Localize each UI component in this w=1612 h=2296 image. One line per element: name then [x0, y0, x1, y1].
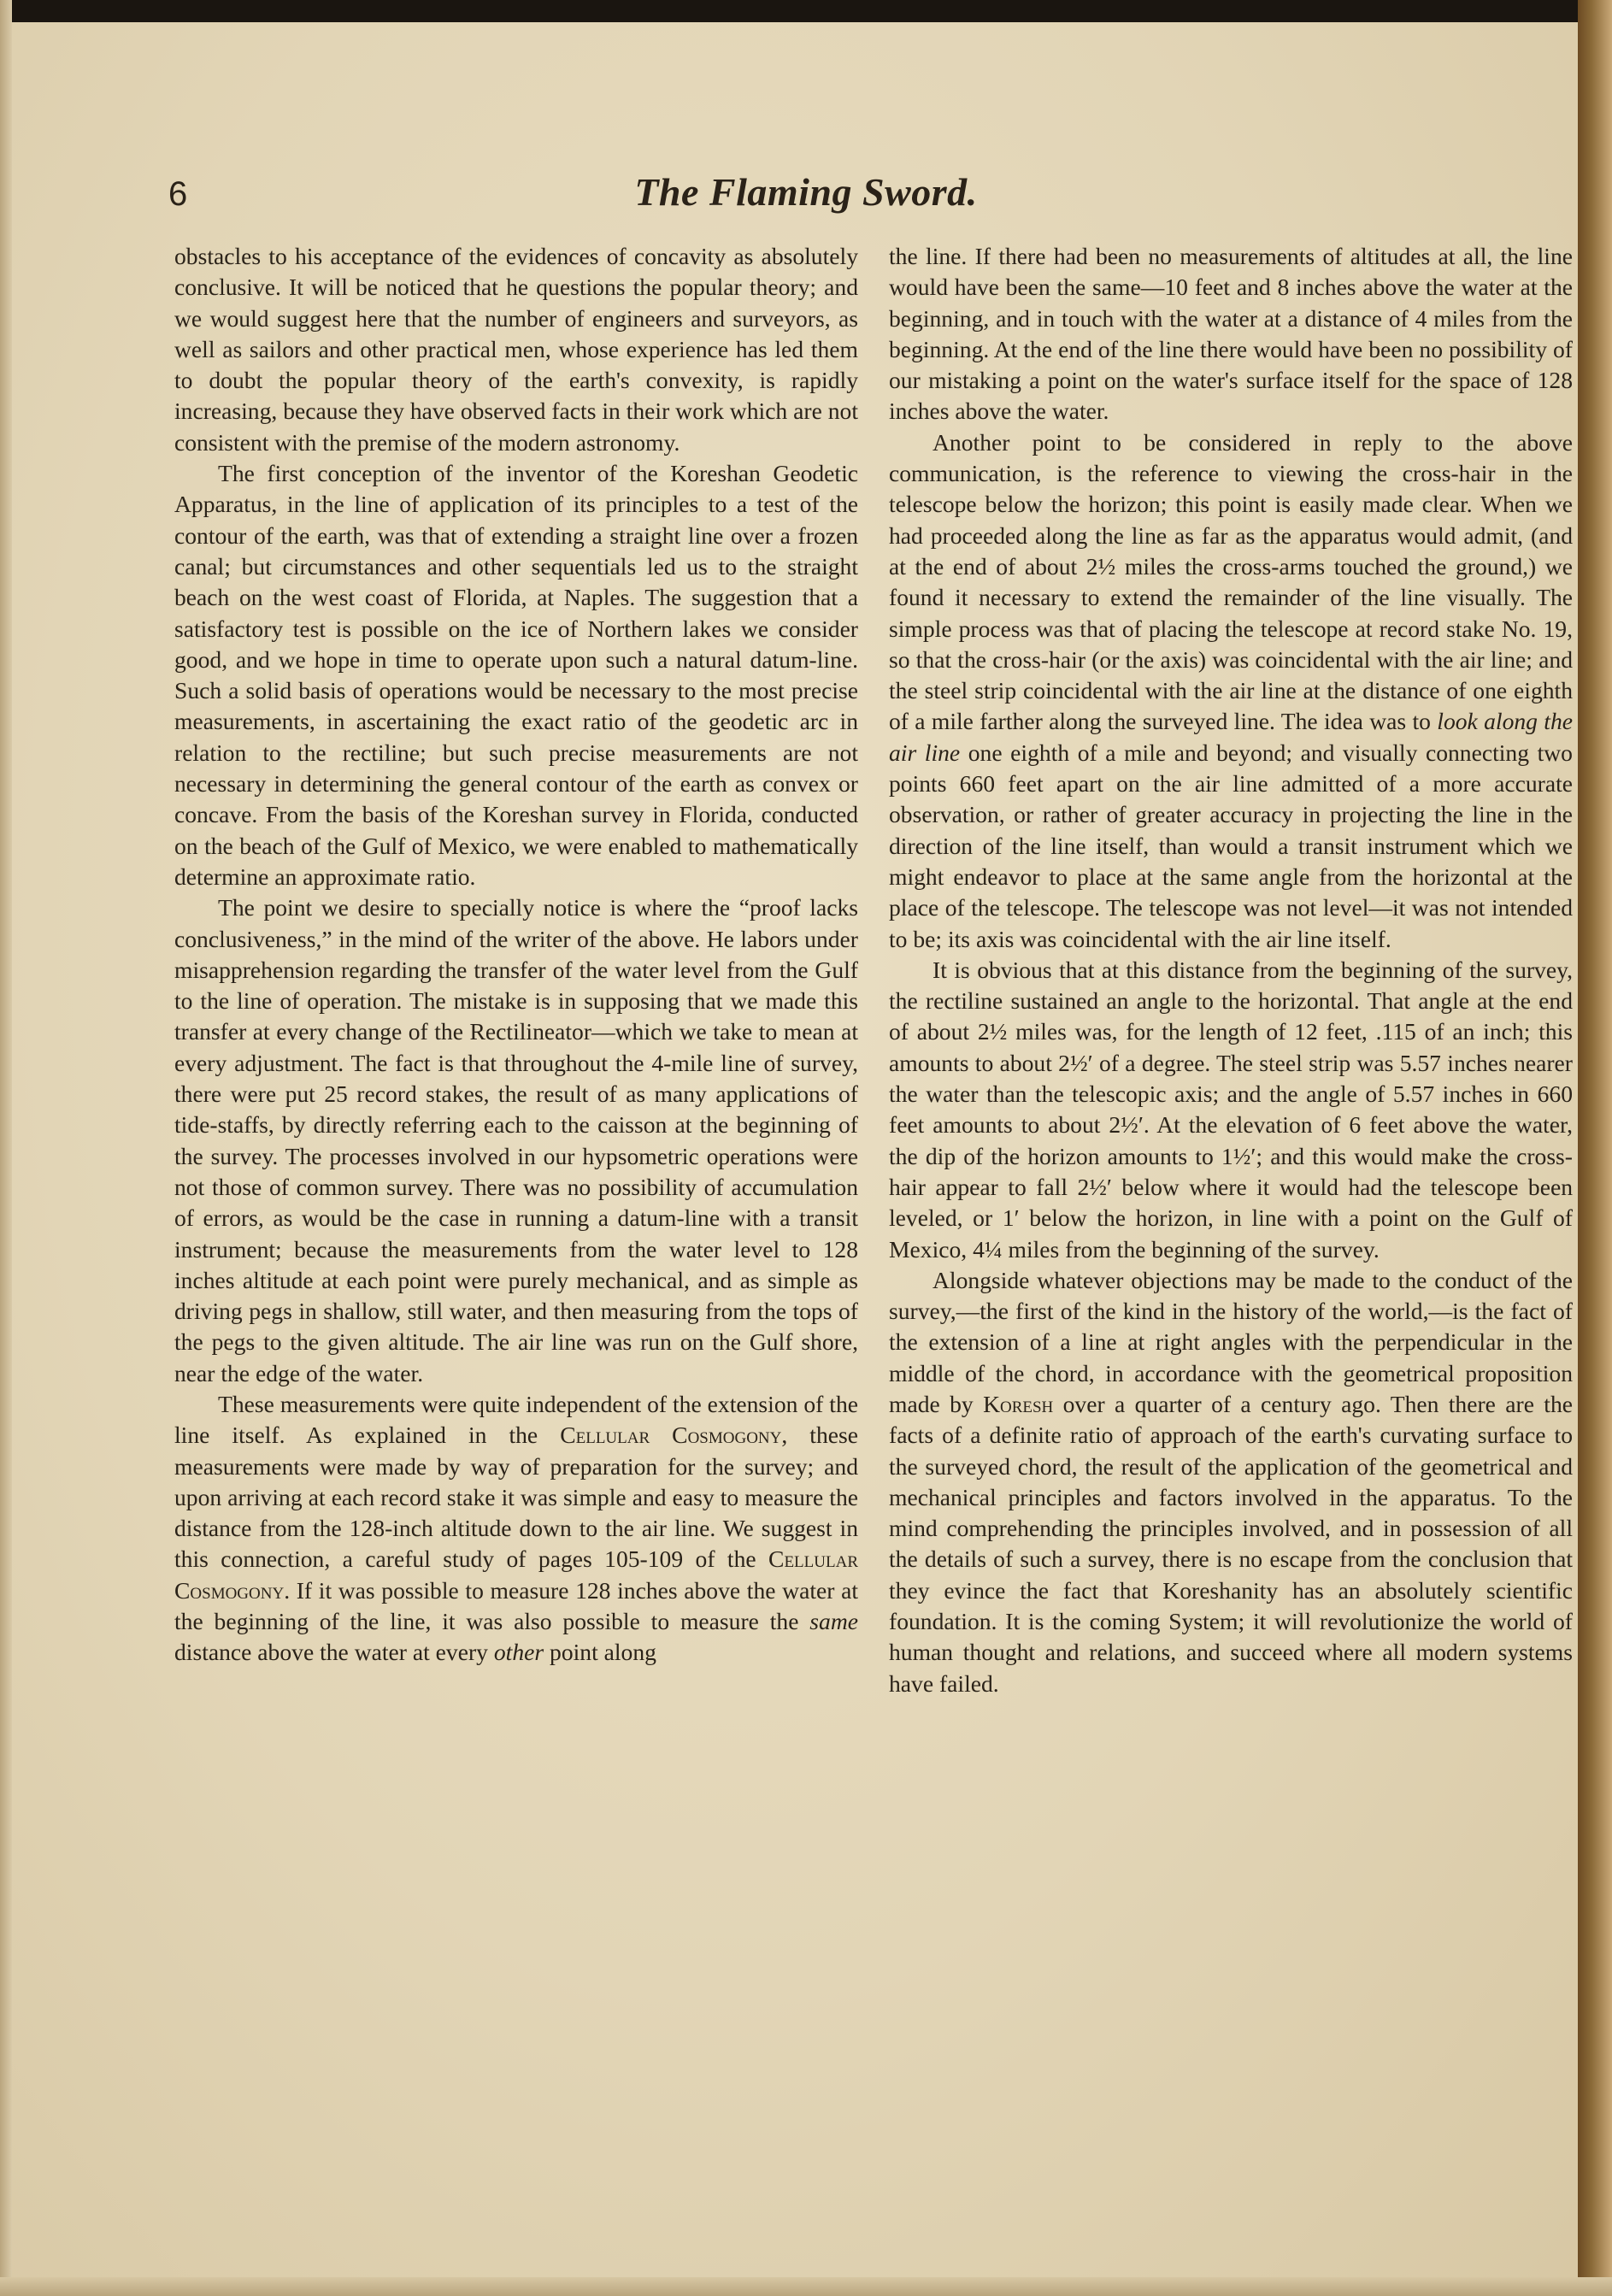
- left-column: [174, 241, 858, 1669]
- emphasis: other: [493, 1639, 544, 1666]
- right-paragraph-1: the line. If there had been no measurements of altitudes at all, the line would have been the same—10 feet and 8 inches above the water at the beginning, and in touch with the water at a distance of 4 miles from the beginning. At the end of the line there would have been no possibility of our mistaking a point on the water's surface itself for the space of 128 inches above the water.: [889, 243, 1573, 425]
- scan-left-edge: [0, 0, 12, 2296]
- book-binding-edge: [1578, 0, 1612, 2296]
- text-run: These measurements were quite independent of the extension of the line itself. As explained in the: [174, 1390, 858, 1449]
- right-paragraph-4: [889, 1265, 1573, 1699]
- text-run: Alongside whatever objections may be made to the conduct of the survey,—the first of the kind in the history of the world,—is the fact of the extension of a line at right angles with the perpendicular in the middle of the chord, in accordance with the geometrical proposition made by: [889, 1266, 1573, 1417]
- left-paragraph-2: The first conception of the inventor of the Koreshan Geodetic Apparatus, in the line of application of its principles to a test of the contour of the earth, was that of extending a straight line over a frozen canal; but circumstances and other sequentials led us to the straight beach on the west coast of Florida, at Naples. The suggestion that a satisfactory test is possible on the ice of Northern lakes we consider good, and we hope in time to operate upon such a natural datum-line. Such a solid basis of operations would be necessary to the most precise measurements, in ascertaining the exact ratio of the geodetic arc in relation to the rectiline; but such precise measurements are not necessary in determining the general contour of the earth as convex or concave. From the basis of the Koreshan survey in Florida, conducted on the beach of the Gulf of Mexico, we were enabled to mathematically determine an approximate ratio.: [174, 460, 858, 890]
- text-run: . If it was possible to measure 128 inches above the water at the beginning of the line, it was also possible to measure the: [174, 1576, 858, 1635]
- left-paragraph-1: obstacles to his acceptance of the evidences of concavity as absolutely conclusive. It will be noticed that he questions the popular theory; and we would suggest here that the number of engineers and surveyors, as well as sailors and other practical men, whose experience has led them to doubt the popular theory of the earth's convexity, is rapidly increasing, because they have observed facts in their work which are not consistent with the premise of the modern astronomy.: [174, 243, 858, 456]
- left-paragraph-4: [174, 1389, 858, 1669]
- emphasis: look along the air line: [889, 708, 1573, 766]
- text-run: over a quarter of a century ago. Then there are the facts of a definite ratio of approach of the earth's curvating surface to the surveyed chord, the result of the application of the geometrical and mechanical principles and factors involved in the apparatus. To the mind comprehending the principles involved, and in possession of all the details of such a survey, there is no escape from the conclusion that they evince the fact that Koreshanity has an absolutely scientific foundation. It is the coming System; it will revolutionize the world of human thought and relations, and succeed where all modern systems have failed.: [889, 1390, 1573, 1697]
- text-run: point along: [544, 1639, 656, 1666]
- scan-top-edge: [0, 0, 1612, 22]
- running-title: The Flaming Sword.: [634, 170, 978, 214]
- author-name: Koresh: [983, 1390, 1054, 1417]
- text-run: distance above the water at every: [174, 1639, 494, 1666]
- right-paragraph-3: It is obvious that at this distance from the beginning of the survey, the rectiline sustained an angle to the horizontal. That angle at the end of about 2½ miles was, for the length of 12 feet, .115 of an inch; this amounts to about 2½′ of a degree. The steel strip was 5.57 inches nearer the water than the telescopic axis; and the angle of 5.57 inches in 660 feet amounts to about 2½′. At the elevation of 6 feet above the water, the dip of the horizon amounts to 1½′; and this would make the cross-hair appear to fall 2½′ below where it would had the telescope been leveled, or 1′ below the horizon, in line with a point on the Gulf of Mexico, 4¼ miles from the beginning of the survey.: [889, 956, 1573, 1263]
- left-paragraph-3: The point we desire to specially notice is where the “proof lacks conclusiveness,” in the mind of the writer of the above. He labors under misapprehension regarding the transfer of the water level from the Gulf to the line of operation. The mistake is in supposing that we made this transfer at every change of the Rectilineator—which we take to mean at every adjustment. The fact is that throughout the 4-mile line of survey, there were put 25 record stakes, the result of as many applications of tide-staffs, by directly referring each to the caisson at the beginning of the survey. The processes involved in our hypsometric operations were not those of common survey. There was no possibility of accumulation of errors, as would be the case in running a datum-line with a transit instrument; because the measurements from the water level to 128 inches altitude at each point were purely mechanical, and as simple as driving pegs in shallow, still water, and then measuring from the tops of the pegs to the given altitude. The air line was run on the Gulf shore, near the edge of the water.: [174, 894, 858, 1386]
- book-title-reference: Cellular Cosmogony: [560, 1422, 782, 1449]
- right-paragraph-2: [889, 427, 1573, 955]
- emphasis: same: [809, 1608, 858, 1635]
- book-title-reference: Cellular Cosmogony: [174, 1545, 858, 1604]
- text-run: Another point to be considered in reply to the above communication, is the reference to viewing the cross-hair in the telescope below the horizon; this point is easily made clear. When we had proceeded along the line as far as the apparatus would admit, (and at the end of about 2½ miles the cross-arms touched the ground,) we found it necessary to extend the remainder of the line visually. The simple process was that of placing the telescope at record stake No. 19, so that the cross-hair (or the axis) was coincidental with the air line; and the steel strip coincidental with the air line at the distance of one eighth of a mile farther along the surveyed line. The idea was to: [889, 428, 1573, 735]
- page-number: 6: [168, 175, 188, 213]
- scan-bottom-edge: [0, 2277, 1612, 2296]
- text-run: one eighth of a mile and beyond; and visually connecting two points 660 feet apart on the air line admitted of a more accurate observation, or rather of greater accuracy in projecting the line in the direction of the line itself, than would a transit instrument which we might endeavor to place at the same angle from the horizontal at the place of the telescope. The telescope was not level—it was not intended to be; its axis was coincidental with the air line itself.: [889, 739, 1573, 952]
- right-column: [889, 241, 1573, 1699]
- text-run: , these measurements were made by way of preparation for the survey; and upon arriving at each record stake it was simple and easy to measure the distance from the 128-inch altitude down to the air line. We suggest in this connection, a careful study of pages 105-109 of the: [174, 1422, 858, 1573]
